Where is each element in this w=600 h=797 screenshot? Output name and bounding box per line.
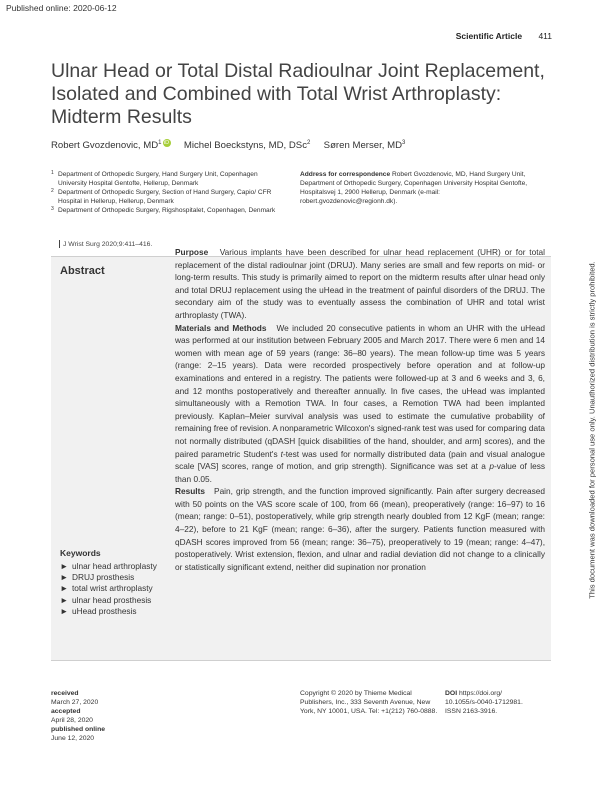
correspondence-text: Robert Gvozdenovic, MD, Hand Surgery Unit, Department of Orthopedic Surgery, Copenhagen University Hospital Gentofte, Hospitalsvej 1, 2900 Hellerup, Denmark (e-mail: robert.gvozdenovic@regionh.dk). xyxy=(300,171,528,205)
published-label: published online xyxy=(51,726,105,733)
accepted-date: April 28, 2020 xyxy=(51,717,93,724)
bullet-icon: ► xyxy=(60,572,69,583)
article-dates xyxy=(51,689,105,743)
methods-text: We included 20 consecutive patients in whom an UHR with the uHead was performed at our institution between February 2005 and March 2017. There were 6 men and 14 women with mean age of 59 years (range: 36–80 years). The mean follow-up time was 5 years (range: 2–15 years). Data were recorded prospectively before operation and at follow-up examinations and entered in a registry. The patients were followed-up at 3 and 6 weeks and 3, 6, and 12 months postoperatively and thereafter annually. In five cases, the uHead was implanted simultaneously with a Remotion TWA. In four cases, a Remotion TWA had been implanted previously. Kaplan–Meier survival analysis was used to estimate the cumulative probability of remaining free of revision. A nonparametric Wilcoxon's signed-rank test was used for comparing data not normally distributed (qDASH [quick disabilities of the hand, shoulder, and arm] scores), and the paired parametric Student's xyxy=(175,322,545,459)
keyword-text: total wrist arthroplasty xyxy=(72,583,153,594)
keyword-text: ulnar head prosthesis xyxy=(72,594,152,605)
author-affil-number: 1 xyxy=(158,140,162,146)
affiliation-number: 1 xyxy=(51,170,54,176)
bullet-icon: ► xyxy=(60,605,69,616)
affiliation-item xyxy=(51,188,281,206)
keyword-item xyxy=(60,561,170,572)
doi-block xyxy=(445,689,555,716)
affiliation-number: 2 xyxy=(51,188,54,194)
article-title: Ulnar Head or Total Distal Radioulnar Joint Replacement, Isolated and Combined with Total Wrist Arthroplasty: Midterm Results xyxy=(51,60,545,128)
keyword-item xyxy=(60,606,170,617)
author-name: Robert Gvozdenovic, MD xyxy=(51,140,159,152)
affiliation-text: Department of Orthopedic Surgery, Section of Hand Surgery, Capio/ CFR Hospital in Hellerup, Hellerup, Denmark xyxy=(58,189,272,205)
published-online-stamp: Published online: 2020-06-12 xyxy=(6,3,117,13)
correspondence-address xyxy=(300,170,535,206)
received-date: March 27, 2020 xyxy=(51,699,99,706)
keyword-item xyxy=(60,583,170,594)
results-label: Results xyxy=(175,486,205,497)
results-text: Pain, grip strength, and the function improved significantly. Pain after surgery decreased with 50 points on the VAS score scale of 100, from 66 (mean), preoperatively (range: 16–97) to 16 (mean; range: 0–51), postoperatively, while grip strength nearly doubled from 12 KgF (mean; range: 4–22), before to 21 KgF (mean; range: 6–36), after the surgery. Patients function measured with qDASH scores improved from 56 (mean; range: 36–75), preoperatively to 19 (mean; range: 4–47), postoperatively. Wrist extension, flexion, and ulnar and radial deviation did not change to a clinically or statistically significant extend, neither did supination nor pronation xyxy=(175,486,545,572)
bullet-icon: ► xyxy=(60,583,69,594)
accepted-label: accepted xyxy=(51,708,81,715)
author-affil-number: 2 xyxy=(307,140,311,146)
author-affil-number: 3 xyxy=(402,140,406,146)
methods-t-italic: t xyxy=(280,448,283,459)
author-name: Søren Merser, MD xyxy=(323,140,403,152)
author-name: Michel Boeckstyns, MD, DSc xyxy=(183,140,307,152)
abstract-heading: Abstract xyxy=(60,265,105,277)
affiliation-number: 3 xyxy=(51,206,54,212)
doi-url-link[interactable]: https://doi.org/ xyxy=(458,690,503,697)
section-label: Scientific Article xyxy=(455,31,523,41)
abstract-body xyxy=(175,246,545,573)
methods-label: Materials and Methods xyxy=(175,322,267,333)
correspondence-label: Address for correspondence xyxy=(300,171,391,178)
keyword-item xyxy=(60,595,170,606)
purpose-label: Purpose xyxy=(175,247,209,257)
methods-p-italic: p xyxy=(489,461,494,472)
purpose-text: Various implants have been described for ulnar head replacement (UHR) or for total replacement of the distal radioulnar joint (DRUJ). Many series are small and few reports on mid- or long-term results. This study is primarily aimed to report on the midterm results after ulnar head only and total DRUJ replacement using the uHead in the treatment of painful disorders of the DRUJ. The secondary aim of the study was to eventually assess the combination of UHR and total wrist arthroplasty (TWA). xyxy=(175,247,545,320)
bullet-icon: ► xyxy=(60,561,69,571)
doi-number: 10.1055/s-0040-1712981. xyxy=(445,699,523,706)
citation-bar xyxy=(59,240,60,248)
affiliation-item xyxy=(51,170,281,188)
keyword-text: uHead prosthesis xyxy=(72,605,137,616)
received-label: received xyxy=(51,690,79,697)
keyword-text: DRUJ prosthesis xyxy=(72,572,135,583)
keywords-list xyxy=(60,561,170,617)
download-notice-sidebar xyxy=(587,150,597,710)
journal-citation xyxy=(59,240,152,248)
download-notice-text: This document was downloaded for personal use only. Unauthorized distribution is strictly prohibited. xyxy=(587,261,597,599)
abstract-methods xyxy=(175,322,545,486)
running-header xyxy=(456,31,552,41)
page-number: 411 xyxy=(538,31,552,41)
doi-label: DOI xyxy=(445,690,458,697)
author-list xyxy=(51,139,405,151)
abstract-results xyxy=(175,485,545,573)
methods-text-2: -test was used for normally distributed data (pain and visual analogue scale [VAS] scores, range of motion, and grip strength). Significance was set at a xyxy=(175,448,546,472)
affiliations xyxy=(51,170,281,215)
keyword-item xyxy=(60,572,170,583)
methods-text-3: -value of less than 0.05. xyxy=(175,461,545,484)
journal-ref: J Wrist Surg 2020;9:411–416. xyxy=(63,240,153,248)
orcid-icon[interactable]: iD xyxy=(163,140,170,146)
copyright-notice: Copyright © 2020 by Thieme Medical Publishers, Inc., 333 Seventh Avenue, New York, NY 10001, USA. Tel: +1(212) 760-0888. xyxy=(300,690,438,715)
keywords-heading: Keywords xyxy=(60,548,101,558)
bullet-icon: ► xyxy=(60,594,69,605)
abstract-purpose xyxy=(175,246,545,322)
affiliation-item xyxy=(51,206,281,215)
published-date: June 12, 2020 xyxy=(51,735,95,742)
issn: ISSN 2163-3916. xyxy=(445,708,498,715)
affiliation-text: Department of Orthopedic Surgery, Rigshospitalet, Copenhagen, Denmark xyxy=(58,207,276,214)
affiliation-text: Department of Orthopedic Surgery, Hand Surgery Unit, Copenhagen University Hospital Gentofte, Hellerup, Denmark xyxy=(58,171,258,187)
keyword-text: ulnar head arthroplasty xyxy=(72,561,157,571)
